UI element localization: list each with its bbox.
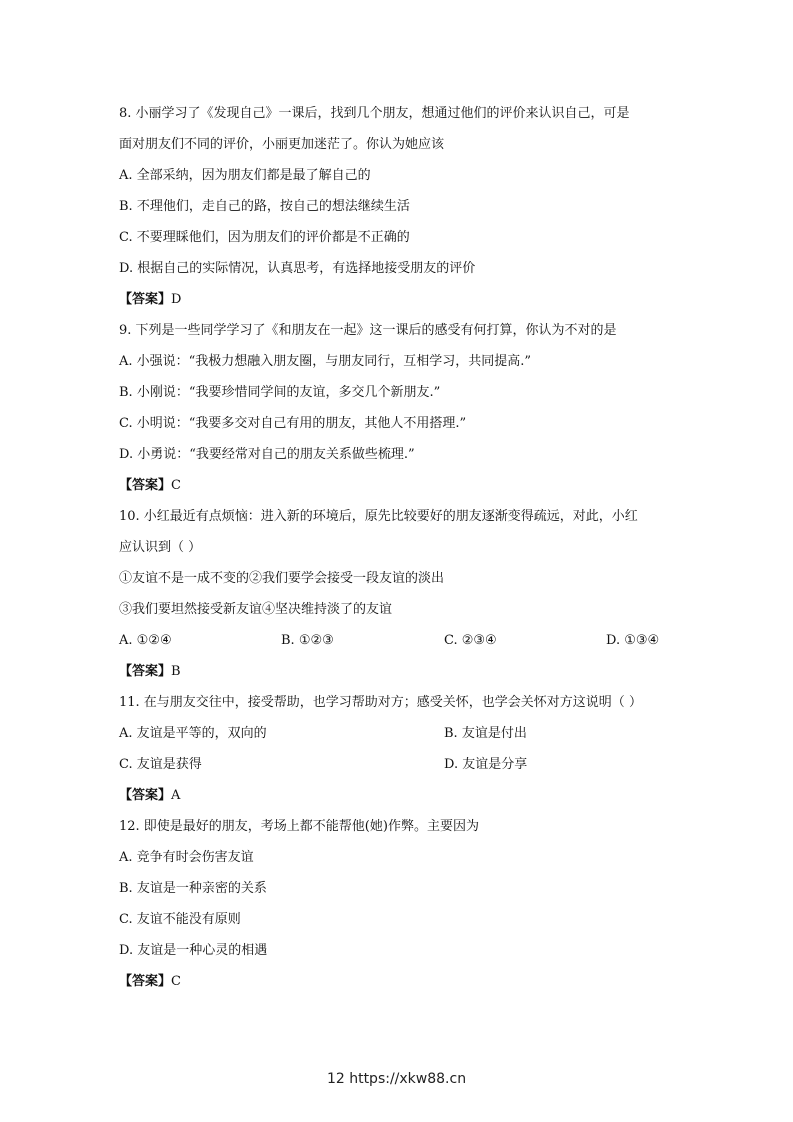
question-11-options-row-2 (119, 757, 679, 773)
question-8-stem-line-1: 8. 小丽学习了《发现自己》一课后，找到几个朋友，想通过他们的评价来认识自己，可是 (119, 106, 630, 121)
question-10-option-a: A. ①②④ (119, 633, 172, 648)
question-9-option-b: B. 小刚说：“我要珍惜同学间的友谊，多交几个新朋友.” (119, 385, 441, 400)
question-8-answer (119, 292, 679, 308)
question-11 (119, 695, 679, 804)
question-10-answer (119, 664, 679, 680)
answer-tag: 【答案】 (119, 292, 172, 307)
answer-tag: 【答案】 (119, 478, 172, 493)
question-9-stem: 9. 下列是一些同学学习了《和朋友在一起》这一课后的感受有何打算，你认为不对的是 (119, 323, 617, 338)
question-9-option-d: D. 小勇说：“我要经常对自己的朋友关系做些梳理.” (119, 447, 415, 462)
answer-value: D (171, 292, 182, 307)
question-8-option-d: D. 根据自己的实际情况，认真思考，有选择地接受朋友的评价 (119, 261, 476, 276)
question-8-option-b: B. 不理他们，走自己的路，按自己的想法继续生活 (119, 199, 410, 214)
question-12-option-c: C. 友谊不能没有原则 (119, 912, 241, 927)
question-10-stem-line-1: 10. 小红最近有点烦恼：进入新的环境后，原先比较要好的朋友逐渐变得疏远，对此，小红 (119, 509, 638, 524)
question-10-option-b: B. ①②③ (281, 633, 334, 648)
answer-value: C (171, 974, 181, 989)
question-12-answer (119, 974, 679, 990)
question-9-option-a: A. 小强说：“我极力想融入朋友圈，与朋友同行，互相学习，共同提高.” (119, 354, 532, 369)
question-10-stem-line-2: 应认识到（ ） (119, 540, 202, 555)
question-11-option-d: D. 友谊是分享 (444, 757, 528, 772)
question-11-option-a: A. 友谊是平等的，双向的 (119, 726, 267, 741)
question-11-answer (119, 788, 679, 804)
question-11-option-c: C. 友谊是获得 (119, 757, 202, 772)
question-12-option-a: A. 竞争有时会伤害友谊 (119, 850, 254, 865)
question-12-stem: 12. 即使是最好的朋友，考场上都不能帮他(她)作弊。主要因为 (119, 819, 479, 834)
question-10-statement-1: ①友谊不是一成不变的②我们要学会接受一段友谊的淡出 (119, 571, 445, 586)
page-footer: 12 https://xkw88.cn (326, 1071, 467, 1087)
answer-value: A (171, 788, 181, 803)
answer-value: C (171, 478, 181, 493)
answer-tag: 【答案】 (119, 788, 172, 803)
question-12-option-d: D. 友谊是一种心灵的相遇 (119, 943, 268, 958)
answer-tag: 【答案】 (119, 664, 172, 679)
question-10-statement-2: ③我们要坦然接受新友谊④坚决维持淡了的友谊 (119, 602, 393, 617)
question-9-option-c: C. 小明说：“我要多交对自己有用的朋友，其他人不用搭理.” (119, 416, 467, 431)
answer-tag: 【答案】 (119, 974, 172, 989)
question-10-option-d: D. ①③④ (606, 633, 660, 648)
question-10-option-c: C. ②③④ (444, 633, 497, 648)
question-10 (119, 509, 679, 680)
question-8-option-c: C. 不要理睬他们，因为朋友们的评价都是不正确的 (119, 230, 410, 245)
question-11-stem: 11. 在与朋友交往中，接受帮助，也学习帮助对方；感受关怀，也学会关怀对方这说明（ ） (119, 695, 642, 710)
question-8 (119, 106, 679, 308)
answer-value: B (171, 664, 181, 679)
question-10-options (119, 633, 679, 649)
question-11-options-row-1 (119, 726, 679, 742)
question-12 (119, 819, 679, 990)
question-11-option-b: B. 友谊是付出 (444, 726, 527, 741)
question-8-option-a: A. 全部采纳，因为朋友们都是最了解自己的 (119, 168, 371, 183)
document-body (119, 100, 679, 990)
question-8-stem-line-2: 面对朋友们不同的评价，小丽更加迷茫了。你认为她应该 (119, 137, 445, 152)
question-9 (119, 323, 679, 494)
question-12-option-b: B. 友谊是一种亲密的关系 (119, 881, 267, 896)
question-9-answer (119, 478, 679, 494)
